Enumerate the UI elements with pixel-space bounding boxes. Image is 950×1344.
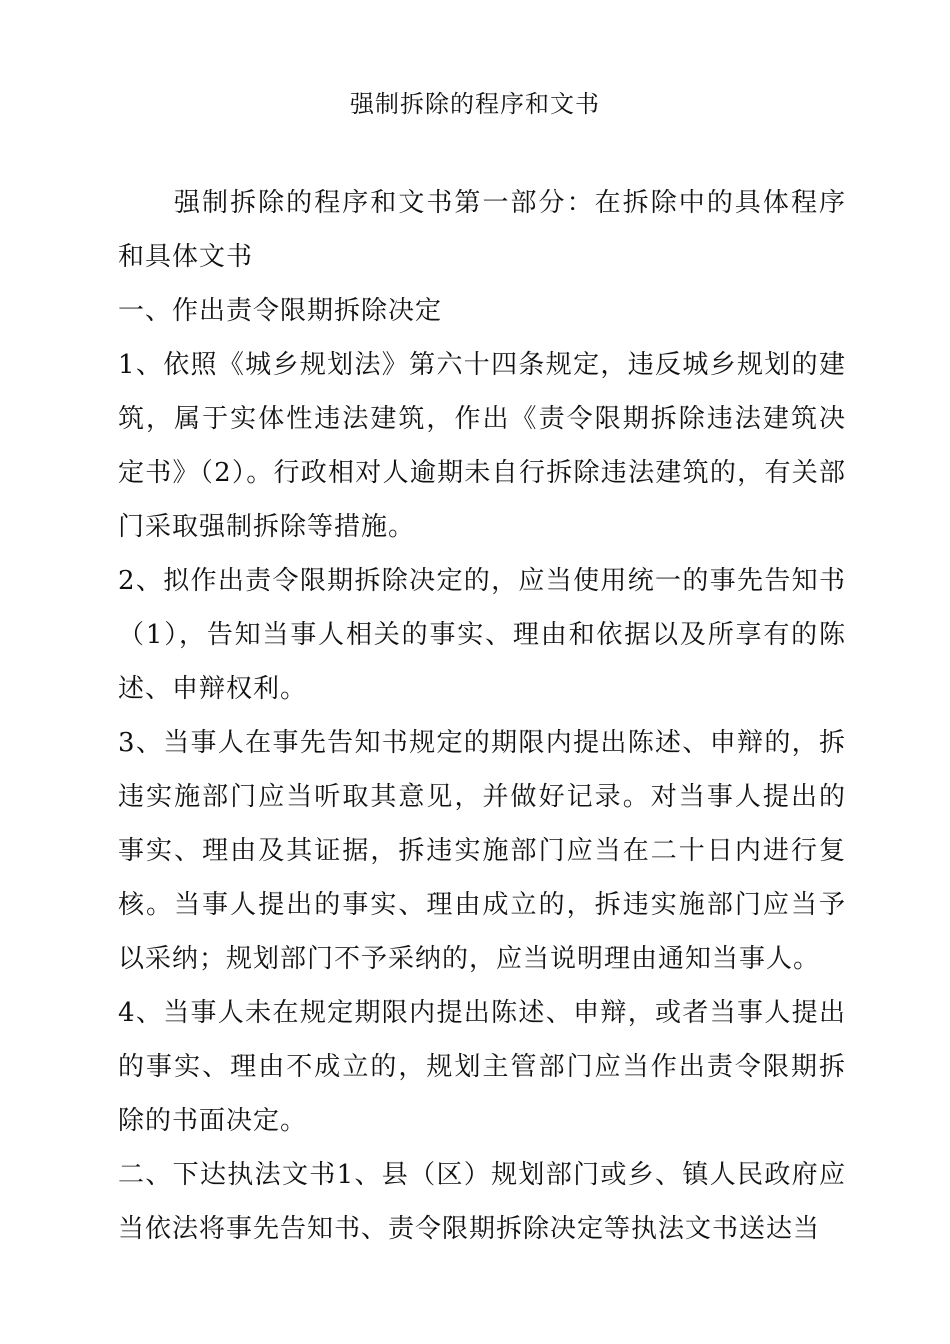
list-item-3: 3、当事人在事先告知书规定的期限内提出陈述、申辩的，拆违实施部门应当听取其意见，并做好记录。对当事人提出的事实、理由及其证据，拆违实施部门应当在二十日内进行复核。当事人提出的事实、理由成立的，拆违实施部门应当予以采纳；规划部门不予采纳的，应当说明理由通知当事人。 [118,728,846,974]
list-item-4: 4、当事人未在规定期限内提出陈述、申辩，或者当事人提出的事实、理由不成立的，规划主管部门应当作出责令限期拆除的书面决定。 [118,998,846,1136]
list-item-2: 2、拟作出责令限期拆除决定的，应当使用统一的事先告知书（1），告知当事人相关的事实、理由和依据以及所享有的陈述、申辩权利。 [118,566,846,704]
intro-paragraph: 强制拆除的程序和文书第一部分：在拆除中的具体程序和具体文书 [118,188,846,272]
list-item-1: 1、依照《城乡规划法》第六十四条规定，违反城乡规划的建筑，属于实体性违法建筑，作出《责令限期拆除违法建筑决定书》（2）。行政相对人逾期未自行拆除违法建筑的，有关部门采取强制拆除等措施。 [118,350,846,542]
document-title: 强制拆除的程序和文书 [350,90,600,118]
section-heading-2: 二、下达执法文书1、县（区）规划部门或乡、镇人民政府应当依法将事先告知书、责令限期拆除决定等执法文书送达当 [118,1160,846,1244]
document-body [118,176,846,1256]
section-heading-1: 一、作出责令限期拆除决定 [118,296,443,326]
